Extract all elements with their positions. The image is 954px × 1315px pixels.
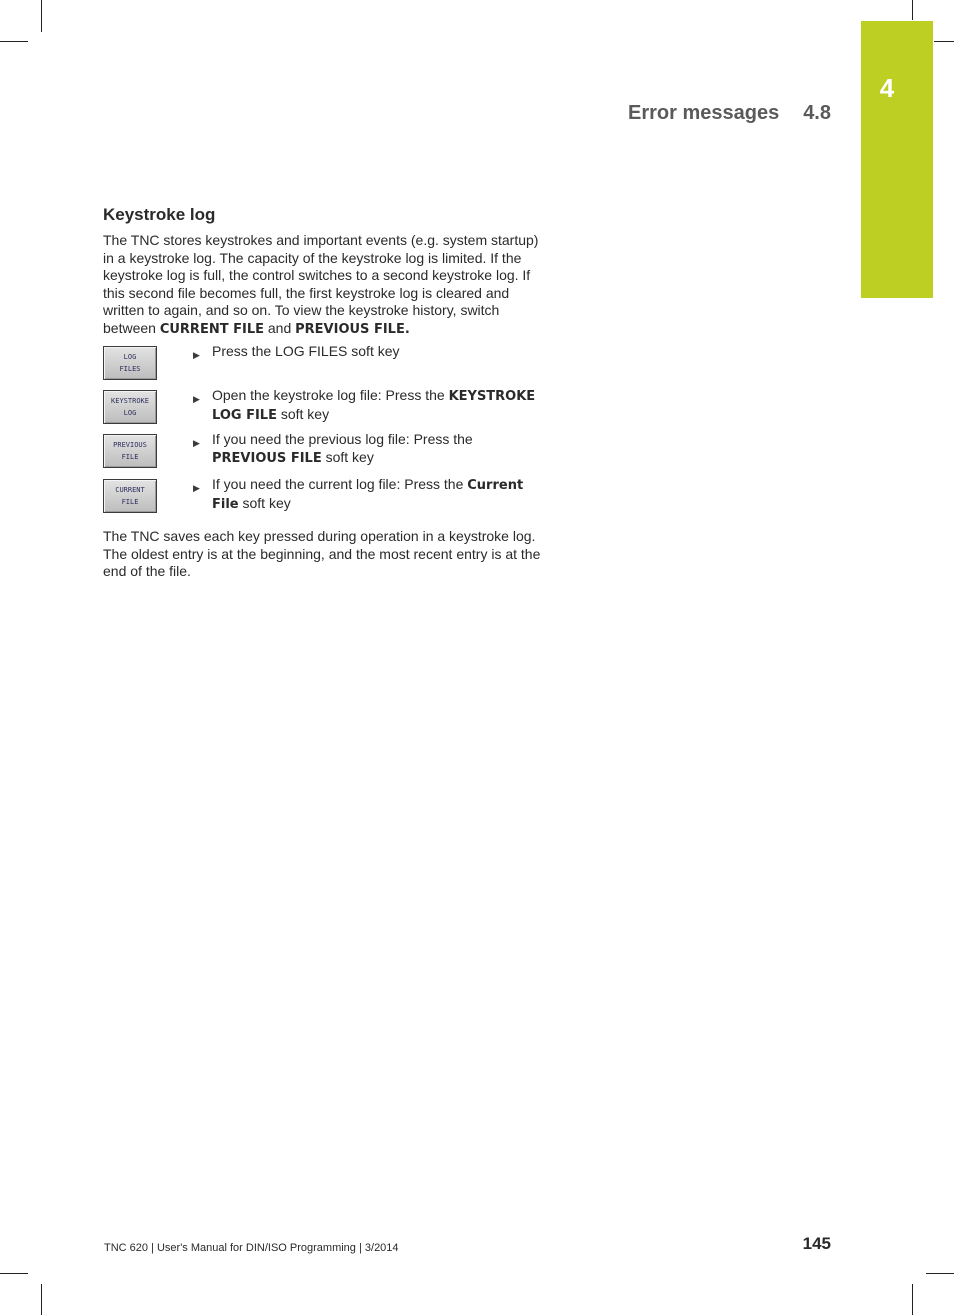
footer-text: TNC 620 | User's Manual for DIN/ISO Programming | 3/2014 — [104, 1242, 399, 1254]
header-title: Error messages — [627, 102, 780, 124]
step-log-files: ▶ Press the LOG FILES soft key — [193, 343, 548, 361]
step-current-file: ▶ If you need the current log file: Press the Current File soft key — [193, 476, 524, 512]
crop-mark — [0, 41, 28, 42]
bullet-arrow-icon: ▶ — [193, 350, 200, 360]
crop-mark — [926, 1273, 954, 1274]
previous-file-softkey[interactable]: PREVIOUS FILE — [103, 434, 157, 468]
section-title: Keystroke log — [103, 205, 216, 224]
log-files-softkey[interactable]: LOG FILES — [103, 346, 157, 380]
previous-file-term: PREVIOUS FILE. — [295, 321, 410, 337]
bullet-arrow-icon: ▶ — [193, 483, 200, 493]
page-number: 145 — [802, 1234, 831, 1253]
bullet-arrow-icon: ▶ — [193, 394, 200, 404]
intro-paragraph: The TNC stores keystrokes and important events (e.g. system startup) in a keystroke log. The capacity of the keystroke log is limited. If the keystroke log is full, the control switches to a second keystroke log. If this second file becomes full, the first keystroke log is cleared and written to again, and so on. To view the keystroke history, switch between CURRENT FILE and PREVIOUS FILE. — [103, 232, 539, 337]
current-file-term: CURRENT FILE — [159, 321, 264, 337]
crop-mark — [41, 0, 42, 32]
crop-mark — [934, 41, 954, 42]
chapter-number: 4 — [879, 73, 895, 103]
crop-mark — [0, 1273, 28, 1274]
running-header — [628, 102, 831, 125]
crop-mark — [912, 1284, 913, 1315]
crop-mark — [41, 1284, 42, 1315]
current-file-softkey[interactable]: CURRENT FILE — [103, 479, 157, 513]
chapter-tab — [861, 21, 933, 298]
header-section-number: 4.8 — [803, 102, 831, 124]
bullet-arrow-icon: ▶ — [193, 438, 200, 448]
step-previous-file: ▶ If you need the previous log file: Press the PREVIOUS FILE soft key — [193, 431, 473, 466]
step-keystroke-log: ▶ Open the keystroke log file: Press the KEYSTROKE LOG FILE soft key — [193, 387, 536, 423]
crop-mark — [912, 0, 913, 20]
outro-paragraph: The TNC saves each key pressed during operation in a keystroke log. The oldest entry is at the beginning, and the most recent entry is at the end of the file. — [103, 528, 541, 580]
keystroke-log-softkey[interactable]: KEYSTROKE LOG — [103, 390, 157, 424]
